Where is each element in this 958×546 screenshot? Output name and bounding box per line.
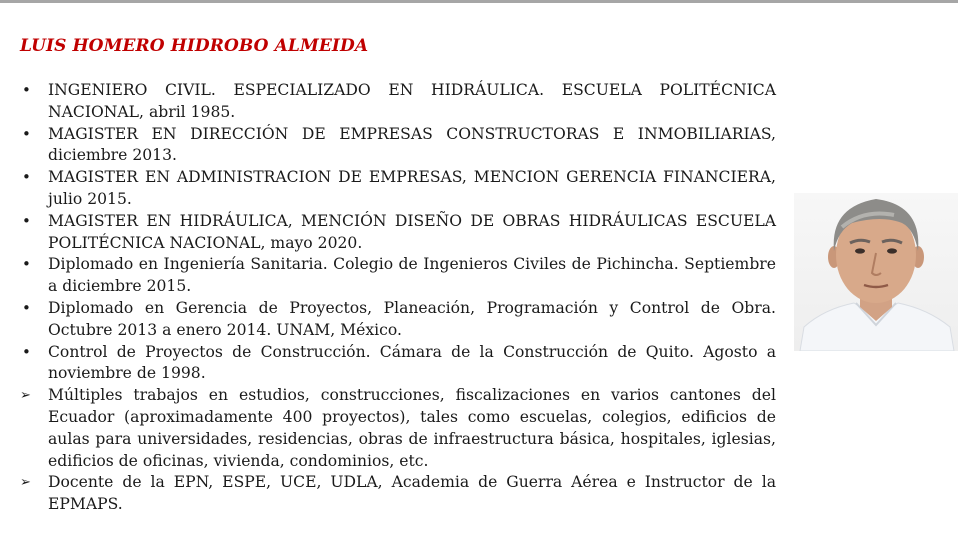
cv-item-masters-construction [20,124,776,168]
cv-item-text: MAGISTER EN DIRECCIÓN DE EMPRESAS CONSTRUCTORAS E INMOBILIARIAS, diciembre 2013. [48,124,776,165]
cv-item-diploma-sanitary [20,254,776,298]
cv-item-text: Docente de la EPN, ESPE, UCE, UDLA, Academia de Guerra Aérea e Instructor de la EPMAPS. [48,473,776,514]
bullet-icon: • [22,211,31,230]
portrait-illustration [794,193,958,351]
cv-item-construction-control [20,342,776,386]
bullet-icon: • [22,124,31,143]
cv-item-masters-hydraulics [20,211,776,255]
bullet-icon: • [22,298,31,317]
bullet-icon: • [22,255,31,274]
arrow-bullet-icon: ➢ [20,475,31,491]
cv-item-text: Control de Proyectos de Construcción. Cámara de la Construcción de Quito. Agosto a noviembre de 1998. [48,342,776,383]
cv-list [20,80,776,516]
portrait-photo [794,193,958,351]
cv-item-multiple-works [20,385,776,472]
cv-item-teaching [20,472,776,516]
cv-item-masters-business [20,167,776,211]
cv-item-diploma-project-management [20,298,776,342]
cv-item-civil-engineer [20,80,776,124]
bullet-icon: • [22,168,31,187]
person-name: LUIS HOMERO HIDROBO ALMEIDA [20,36,369,56]
cv-item-text: Diplomado en Gerencia de Proyectos, Planeación, Programación y Control de Obra. Octubre 2013 a enero 2014. UNAM, México. [48,298,776,339]
cv-item-text: MAGISTER EN HIDRÁULICA, MENCIÓN DISEÑO DE OBRAS HIDRÁULICAS ESCUELA POLITÉCNICA NACIONAL, mayo 2020. [48,211,776,252]
bullet-icon: • [22,81,31,99]
top-rule [0,0,958,3]
cv-item-text: Múltiples trabajos en estudios, construcciones, fiscalizaciones en varios cantones del Ecuador (aproximadamente 400 proyectos), tales como escuelas, colegios, edificios de aulas para universidades, residencias, obras de infraestructura básica, hospitales, iglesias, edificios de oficinas, vivienda, condominios, etc. [48,386,776,470]
cv-item-text: MAGISTER EN ADMINISTRACION DE EMPRESAS, MENCION GERENCIA FINANCIERA, julio 2015. [48,168,776,208]
arrow-bullet-icon: ➢ [20,388,31,404]
cv-item-text: INGENIERO CIVIL. ESPECIALIZADO EN HIDRÁULICA. ESCUELA POLITÉCNICA NACIONAL, abril 1985. [48,81,776,121]
bullet-icon: • [22,342,31,361]
cv-item-text: Diplomado en Ingeniería Sanitaria. Colegio de Ingenieros Civiles de Pichincha. Septiembre a diciembre 2015. [48,255,776,296]
